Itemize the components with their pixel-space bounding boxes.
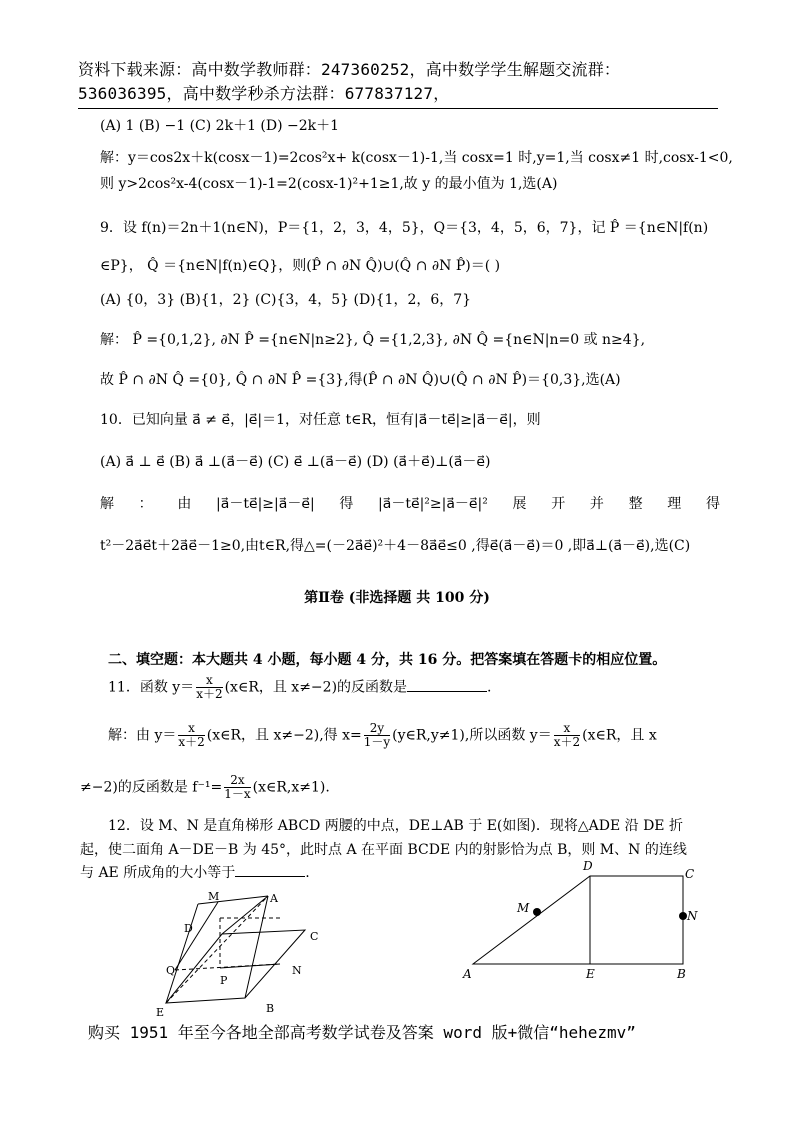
q10-stem: 10．已知向量 a⃗ ≠ e⃗，|e⃗|＝1，对任意 t∈R，恒有|a⃗－te⃗|≥|a⃗－e⃗|，则	[100, 412, 541, 428]
q11-sol-frac4-num: 2x	[224, 774, 250, 788]
fig-left-label-C: C	[310, 930, 319, 943]
header-line-1: 资料下载来源：高中数学教师群：247360252，高中数学学生解题交流群：	[78, 60, 621, 79]
q11-sol-frac1-den: x＋2	[178, 735, 205, 749]
dashed-EA	[166, 896, 268, 1003]
q11-prefix: 11．函数 y＝	[108, 679, 195, 696]
fig-left-label-N: N	[292, 964, 302, 977]
fig-left-label-M: M	[208, 890, 220, 903]
q11-fraction-den: x＋2	[196, 687, 223, 701]
q10-options: (A) a⃗ ⊥ e⃗ (B) a⃗ ⊥(a⃗－e⃗) (C) e⃗ ⊥(a⃗－e⃗) (D) (a⃗＋e⃗)⊥(a⃗－e⃗)	[100, 454, 491, 470]
q11-sol-frac4-den: 1－x	[224, 787, 251, 801]
q11-stem	[108, 674, 491, 701]
fig-left-label-D: D	[184, 922, 193, 935]
q11-sol-frac2-den: 1－y	[363, 735, 391, 749]
trapezoid-figure	[455, 856, 700, 981]
q10-solution-line-1: 解：由|a⃗－te⃗|≥|a⃗－e⃗|得|a⃗－te⃗|²≥|a⃗－e⃗|²展开并整理得	[100, 496, 720, 512]
q11-fraction-num: x	[196, 674, 222, 688]
fig-right-label-D: D	[583, 859, 593, 873]
edge-PN	[220, 964, 280, 968]
edge-QM	[175, 902, 218, 970]
fig-left-label-P: P	[220, 974, 228, 987]
fig-left-label-E: E	[156, 1006, 165, 1018]
q12-answer-blank	[235, 862, 305, 877]
q11-sol-f: (x∈R,x≠1).	[252, 779, 330, 796]
folded-figure	[150, 888, 330, 1018]
q11-sol-frac3-den: x＋2	[553, 735, 581, 749]
q12-end: .	[305, 865, 310, 881]
fig-left-label-Q: Q	[166, 964, 176, 977]
q11-sol-frac1-num: x	[178, 722, 204, 736]
q11-end: .	[487, 679, 492, 696]
q11-solution-line-2	[80, 774, 330, 801]
q12-line-3	[80, 862, 310, 883]
q11-sol-fraction-3	[554, 722, 580, 749]
fig-left-label-A: A	[270, 892, 278, 905]
purchase-footer: 购买 1951 年至今各地全部高考数学试卷及答案 word 版+微信“hehezmv”	[88, 1023, 636, 1042]
fig-right-label-N: N	[687, 909, 698, 923]
q9-stem-line-2: ∈P}， Q̂ ＝{n∈N|f(n)∈Q}，则(P̂ ∩ ∂N Q̂)∪(Q̂ ∩ ∂N P̂)＝( )	[100, 258, 501, 274]
q11-sol-e: ≠−2)的反函数是 f⁻¹=	[80, 779, 223, 796]
point-M	[533, 908, 541, 916]
section-title: 第Ⅱ卷 (非选择题 共 100 分)	[304, 590, 490, 606]
q11-sol-frac2-num: 2y	[364, 722, 390, 736]
edge-AB	[245, 896, 268, 998]
fig-right-label-A: A	[463, 967, 472, 981]
q11-sol-frac3-num: x	[554, 722, 580, 736]
source-header	[78, 58, 718, 106]
q11-sol-fraction-2	[364, 722, 390, 749]
q9-solution-line-1: 解： P̂ ={0,1,2}, ∂N P̂ ={n∈N|n≥2}, Q̂ ={1,2,3}, ∂N Q̂ ={n∈N|n=0 或 n≥4},	[100, 332, 646, 348]
q11-answer-blank	[407, 677, 487, 692]
fig-right-label-E: E	[586, 967, 595, 981]
q12-line-2: 起，使二面角 A－DE－B 为 45°，此时点 A 在平面 BCDE 内的射影恰为点 B，则 M、N 的连线	[80, 842, 687, 858]
q11-fraction	[196, 674, 222, 701]
q11-sol-fraction-1	[178, 722, 204, 749]
point-N	[679, 912, 687, 920]
q9-options: (A) {0，3} (B){1，2} (C){3，4，5} (D){1，2，6，7}	[100, 292, 472, 308]
q8-options: (A) 1 (B) −1 (C) 2k＋1 (D) −2k＋1	[100, 118, 340, 134]
q11-sol-b: (x∈R，且 x≠−2),得 x=	[206, 727, 362, 744]
fig-right-label-B: B	[677, 967, 686, 981]
q11-sol-fraction-4	[224, 774, 250, 801]
fill-in-header: 二、填空题：本大题共 4 小题，每小题 4 分，共 16 分。把答案填在答题卡的相应位置。	[108, 652, 667, 668]
q11-solution-line-1	[108, 722, 657, 749]
q12-line-1: 12．设 M、N 是直角梯形 ABCD 两腰的中点，DE⊥AB 于 E(如图)．现将△ADE 沿 DE 折	[108, 818, 683, 834]
q11-sol-c: (y∈R,y≠1),所以函数 y＝	[392, 727, 552, 744]
trapezoid-ABCD	[473, 876, 683, 964]
q8-solution-line-2: 则 y>2cos²x-4(cosx－1)-1=2(cosx-1)²+1≥1,故 y 的最小值为 1,选(A)	[100, 176, 558, 192]
header-divider	[78, 108, 718, 109]
q9-stem-line-1: 9．设 f(n)＝2n＋1(n∈N)，P＝{1，2，3，4，5}，Q＝{3，4，5，6，7}，记 P̂ ＝{n∈N|f(n)	[100, 220, 709, 236]
q12-line-3-text: 与 AE 所成角的大小等于	[80, 865, 236, 881]
q10-solution-line-2: t²－2a⃗e⃗t＋2a⃗e⃗－1≥0,由t∈R,得△=(－2a⃗e⃗)²＋4－8a⃗e⃗≤0 ,得e⃗(a⃗－e⃗)＝0 ,即a⃗⊥(a⃗－e⃗),选(C)	[100, 538, 691, 554]
edge-ED	[166, 904, 198, 1003]
fig-left-label-B: B	[266, 1002, 275, 1015]
q8-solution-line-1: 解：y＝cos2x＋k(cosx－1)=2cos²x+ k(cosx－1)-1,当 cosx=1 时,y=1,当 cosx≠1 时,cosx-1<0,	[100, 150, 733, 166]
q11-suffix: (x∈R，且 x≠−2)的反函数是	[224, 679, 408, 696]
q11-sol-a: 解：由 y＝	[108, 727, 177, 744]
q11-sol-d: (x∈R，且 x	[582, 727, 657, 744]
fig-right-label-C: C	[685, 867, 695, 881]
header-line-2: 536036395，高中数学秒杀方法群：677837127，	[78, 84, 450, 103]
fig-right-label-M: M	[517, 901, 530, 915]
q9-solution-line-2: 故 P̂ ∩ ∂N Q̂ ={0}, Q̂ ∩ ∂N P̂ ={3},得(P̂ ∩ ∂N Q̂)∪(Q̂ ∩ ∂N P̂)＝{0,3},选(A)	[100, 372, 621, 388]
